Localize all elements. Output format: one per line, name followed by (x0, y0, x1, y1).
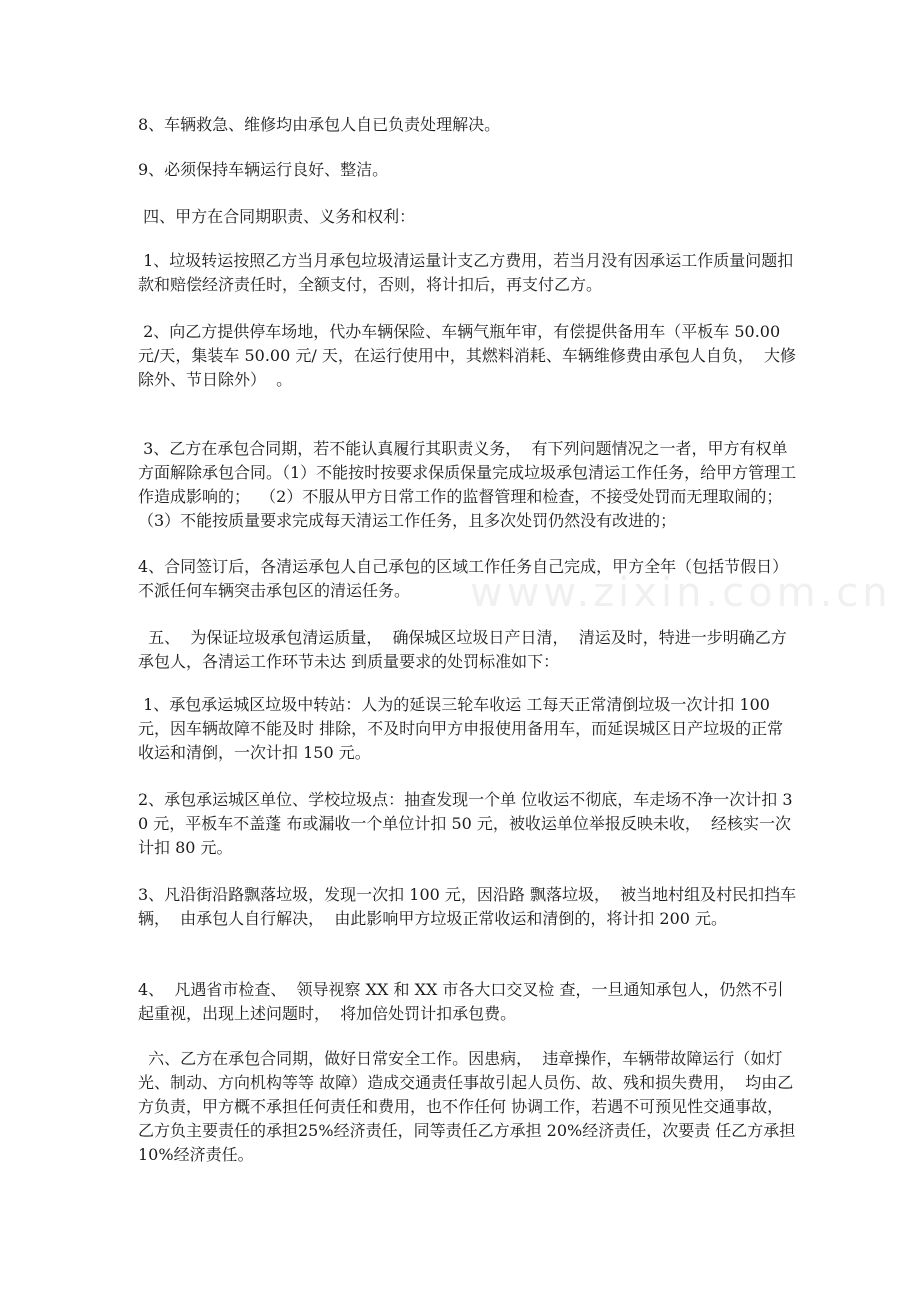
paragraph-8: 8、车辆救急、维修均由承包人自已负责处理解决。 (138, 115, 501, 134)
paragraph-five-2: 2、承包承运城区单位、学校垃圾点：抽查发现一个单 位收运不彻底，车走场不净一次计扣 30 元，平板车不盖蓬 布或漏收一个单位计扣 50 元，被收运单位举报反映未收， 经核实一次计扣 80 元。 (138, 790, 793, 857)
paragraph-five-4: 4、 凡遇省市检查、 领导视察 XX 和 XX 市各大口交叉检 查，一旦通知承包人，仍然不引起重视，出现上述问题时， 将加倍处罚计扣承包费。 (138, 980, 784, 1023)
paragraph-four-2: 2、向乙方提供停车场地，代办车辆保险、车辆气瓶年审，有偿提供备用车（平板车 50.00 元/天，集装车 50.00 元/ 天，在运行使用中，其燃料消耗、车辆维修费由承包人自负， 大修除外、节日除外） 。 (138, 322, 797, 389)
section-heading-five: 五、 为保证垃圾承包清运质量， 确保城区垃圾日产日清， 清运及时，特进一步明确乙方承包人，各清运工作环节未达 到质量要求的处罚标准如下： (138, 628, 787, 671)
paragraph-five-3: 3、凡沿街沿路飘落垃圾，发现一次扣 100 元，因沿路 飘落垃圾， 被当地村组及村民扣挡车辆， 由承包人自行解决， 由此影响甲方垃圾正常收运和清倒的，将计扣 200 元。 (138, 885, 797, 928)
watermark-text: www.zixin.com.cn (470, 570, 892, 616)
paragraph-four-1: 1、垃圾转运按照乙方当月承包垃圾清运量计支乙方费用，若当月没有因承运工作质量问题扣款和赔偿经济责任时，全额支付，否则，将计扣后，再支付乙方。 (138, 251, 794, 294)
paragraph-four-4: 4、合同签订后，各清运承包人自己承包的区域工作任务自己完成，甲方全年（包括节假日）不派任何车辆突击承包区的清运任务。 (138, 557, 789, 600)
section-heading-four: 四、甲方在合同期职责、义务和权利： (138, 207, 416, 226)
paragraph-four-3: 3、乙方在承包合同期，若不能认真履行其职责义务， 有下列问题情况之一者，甲方有权单方面解除承包合同。（1）不能按时按要求保质保量完成垃圾承包清运工作任务，给甲方管理工作造成影响的； （2）不服从甲方日常工作的监督管理和检查，不接受处罚而无理取闹的；（3）不能按质量要求完成每天清运工作任务，且多次处罚仍然没有改进的； (138, 439, 797, 530)
paragraph-9: 9、必须保持车辆运行良好、整洁。 (138, 160, 389, 179)
section-heading-six: 六、乙方在承包合同期，做好日常安全工作。因患病， 违章操作，车辆带故障运行（如灯光、制动、方向机构等等 故障）造成交通责任事故引起人员伤、故、残和损失费用， 均由乙方负责，甲方概不承担任何责任和费用，也不作任何 协调工作，若遇不可预见性交通事故，乙方负主要责任的承担25%经济责任，同等责任乙方承担 20%经济责任，次要责 任乙方承担 10%经济责任。 (138, 1049, 801, 1164)
paragraph-five-1: 1、承包承运城区垃圾中转站：人为的延误三轮车收运 工每天正常清倒垃圾一次计扣 100 元，因车辆故障不能及时 排除，不及时向甲方申报使用备用车，而延误城区日产垃圾的正常收运和清倒，一次计扣 150 元。 (138, 695, 784, 762)
